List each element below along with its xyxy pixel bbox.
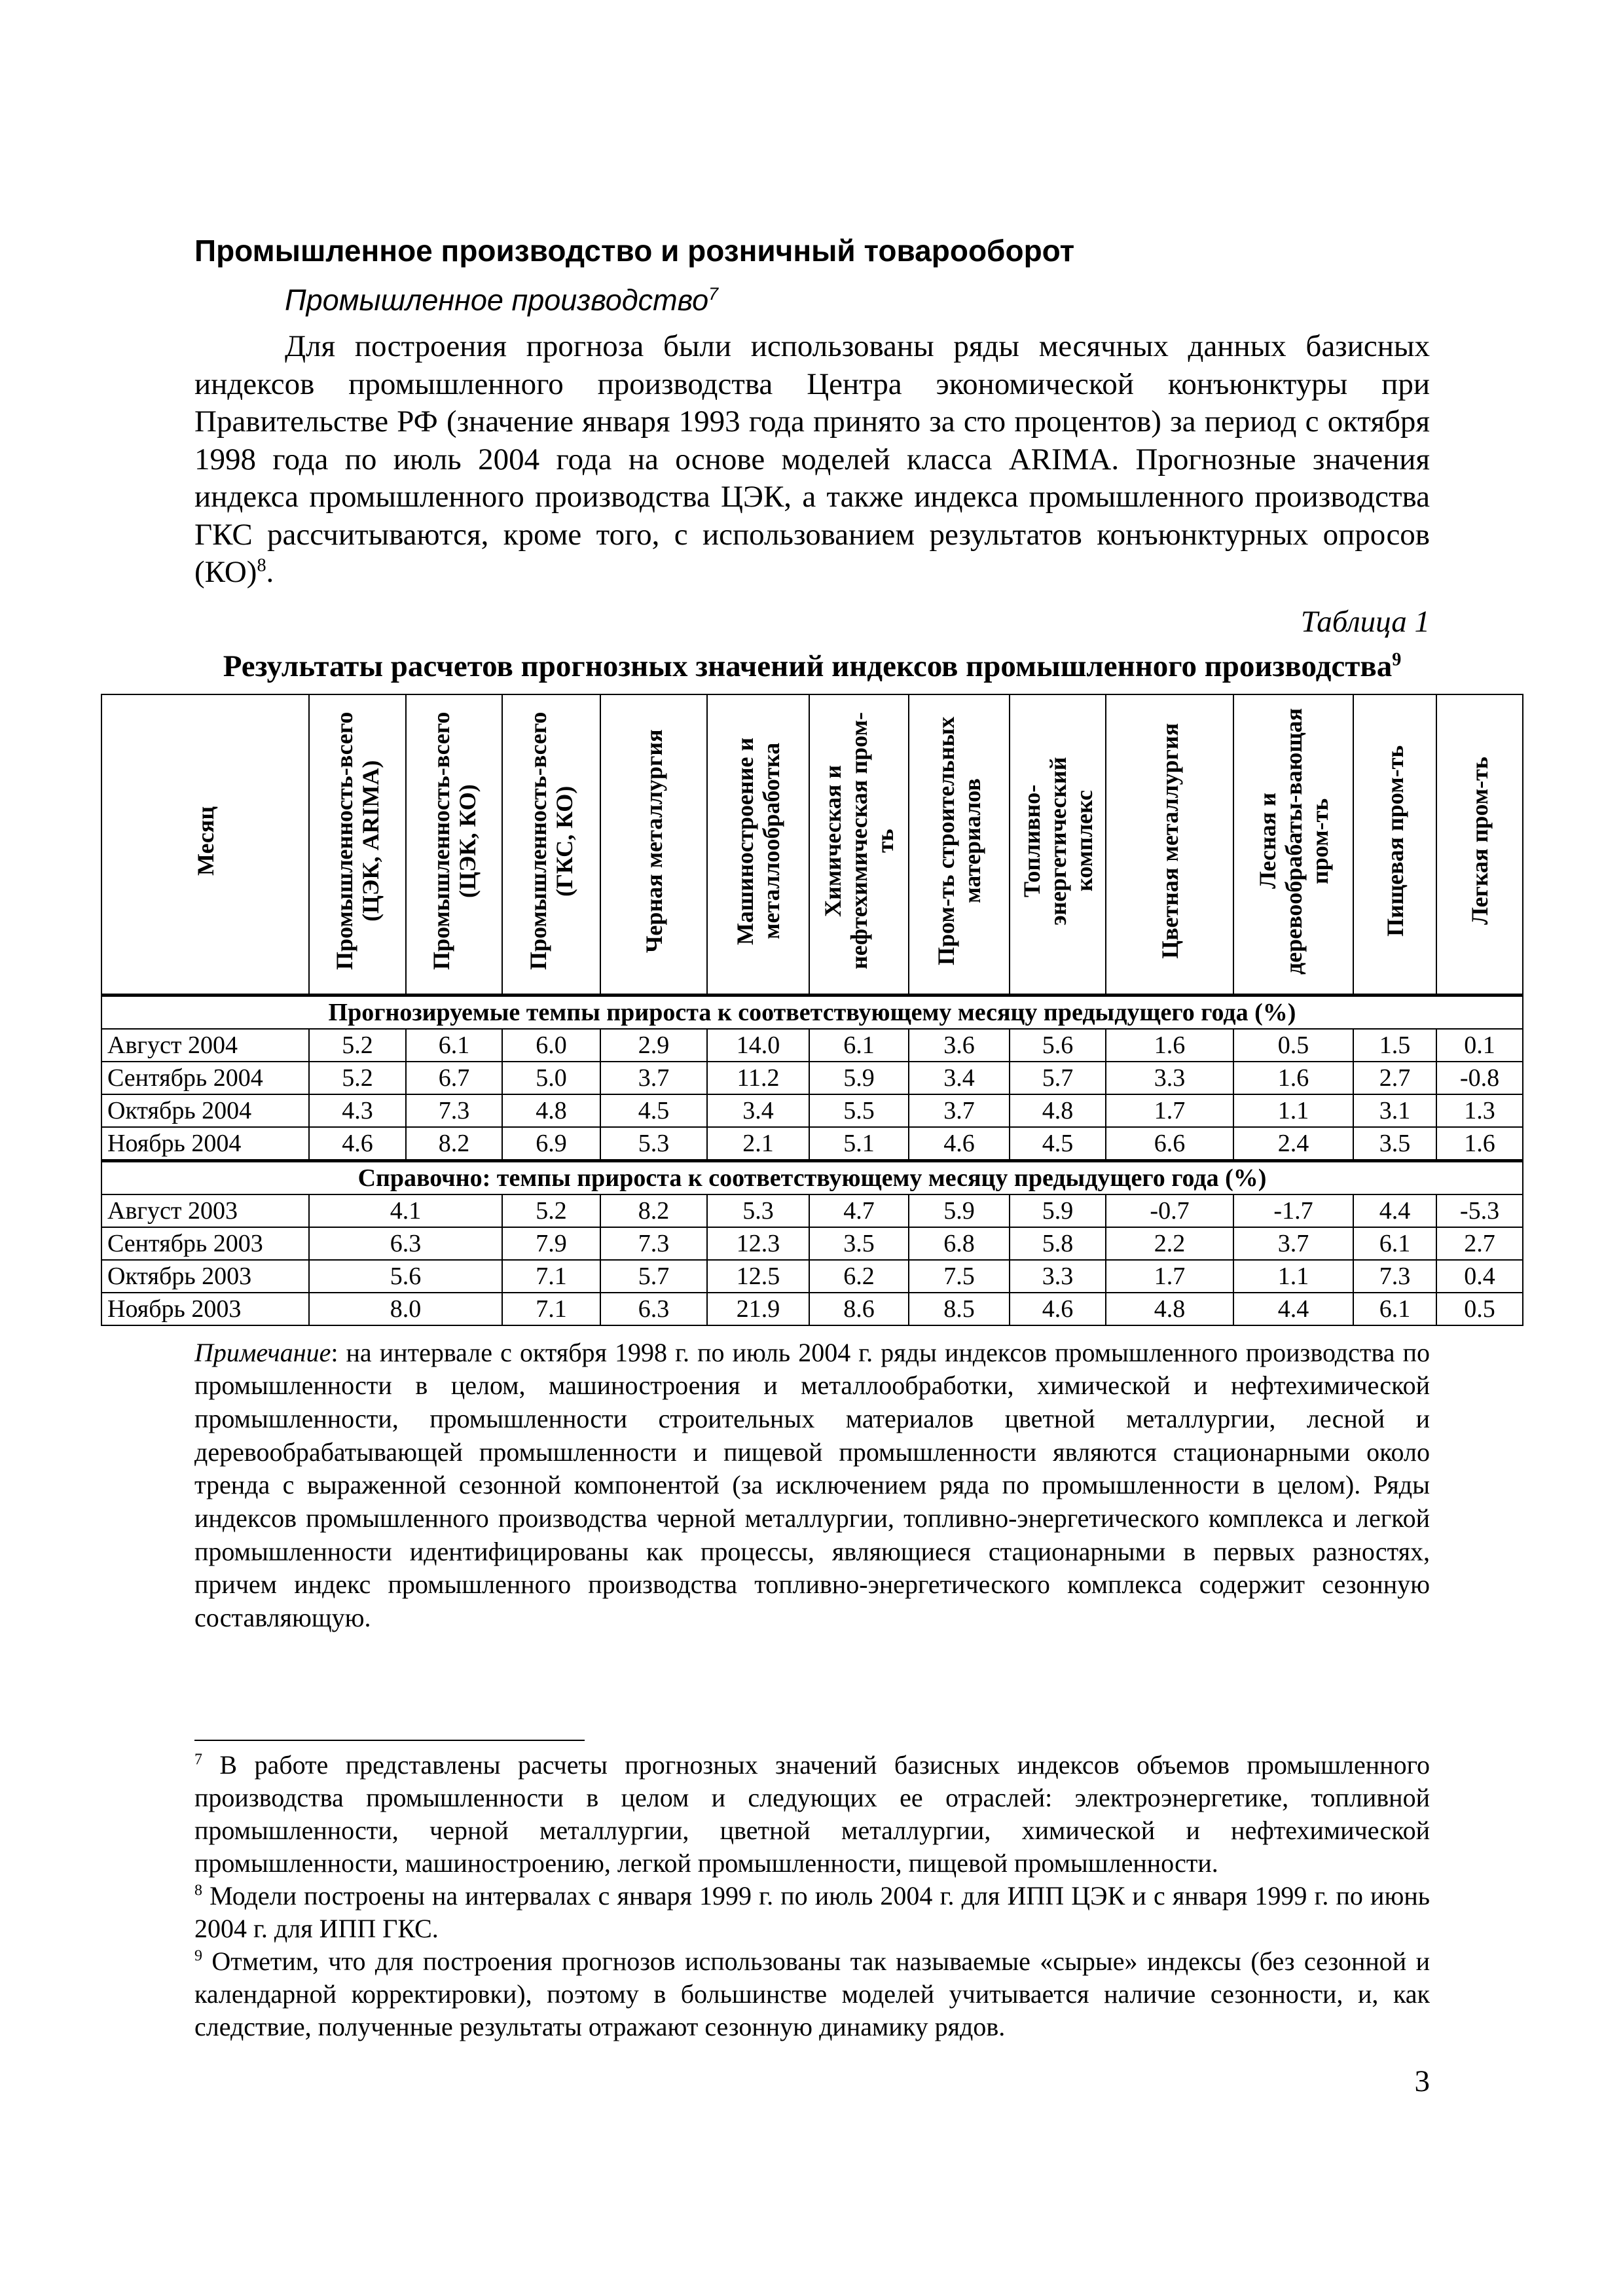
value-cell: -1.7 <box>1233 1194 1353 1227</box>
subsection-heading <box>285 282 1430 319</box>
value-cell: -0.8 <box>1436 1062 1523 1094</box>
table-title-text: Результаты расчетов прогнозных значений индексов промышленного производства <box>223 649 1393 683</box>
note-text: : на интервале с октября 1998 г. по июль 2004 г. ряды индексов промышленного производства по промышленности в целом, машиностроения и металлообработки, химической и нефтехимической промышленности, промышленности строительных материалов цветной металлургии, лесной и деревообрабатывающей промышленности и пищевой промышленности являются стационарными около тренда с выраженной сезонной компонентой (за исключением ряда по промышленности в целом). Ряды индексов промышленного производства черной металлургии, топливно-энергетического комплекса и легкой промышленности идентифицированы как процессы, являющиеся стационарными в первых разностях, причем индекс промышленного производства топливно-энергетического комплекса содержит сезонную составляющую. <box>194 1337 1430 1633</box>
footnote-number: 9 <box>194 1947 202 1965</box>
value-cell: 5.3 <box>600 1127 707 1161</box>
value-cell: 5.1 <box>809 1127 909 1161</box>
column-header <box>909 694 1010 996</box>
value-cell: 8.2 <box>406 1127 502 1161</box>
table-row <box>101 1094 1523 1127</box>
value-cell: 6.1 <box>1353 1293 1436 1325</box>
footnote-ref: 7 <box>708 284 719 304</box>
column-header <box>809 694 909 996</box>
table-row <box>101 1260 1523 1293</box>
section-row <box>101 995 1523 1029</box>
table-row <box>101 1029 1523 1062</box>
value-cell: 5.8 <box>1010 1227 1106 1260</box>
value-cell: 12.5 <box>707 1260 809 1293</box>
footnote-9 <box>194 1945 1430 2043</box>
column-header <box>309 694 406 996</box>
value-cell: 7.3 <box>600 1227 707 1260</box>
month-cell: Октябрь 2004 <box>101 1094 309 1127</box>
table-title <box>194 649 1430 685</box>
value-cell: 6.8 <box>909 1227 1010 1260</box>
value-cell: 4.8 <box>502 1094 600 1127</box>
value-cell: 6.7 <box>406 1062 502 1094</box>
paragraph-end: . <box>266 555 274 589</box>
value-cell: 3.3 <box>1106 1062 1233 1094</box>
value-cell: 5.7 <box>1010 1062 1106 1094</box>
value-cell: 7.3 <box>406 1094 502 1127</box>
value-cell: 8.0 <box>309 1293 502 1325</box>
value-cell: 2.2 <box>1106 1227 1233 1260</box>
footnote-divider <box>194 1740 585 1741</box>
column-header-label: Промышленность-всего (ГКС, КО) <box>525 711 577 970</box>
column-header <box>406 694 502 996</box>
column-header-label: Цветная металлургия <box>1156 723 1183 959</box>
value-cell: 5.9 <box>1010 1194 1106 1227</box>
value-cell: 0.1 <box>1436 1029 1523 1062</box>
value-cell: 3.6 <box>909 1029 1010 1062</box>
table-row <box>101 1062 1523 1094</box>
value-cell: 1.7 <box>1106 1260 1233 1293</box>
value-cell: 5.5 <box>809 1094 909 1127</box>
column-header-label: Месяц <box>192 806 219 876</box>
month-cell: Сентябрь 2003 <box>101 1227 309 1260</box>
value-cell: 2.7 <box>1353 1062 1436 1094</box>
value-cell: 1.6 <box>1106 1029 1233 1062</box>
value-cell: 8.6 <box>809 1293 909 1325</box>
value-cell: 6.1 <box>1353 1227 1436 1260</box>
value-cell: -0.7 <box>1106 1194 1233 1227</box>
section-label: Справочно: темпы прироста к соответствующему месяцу предыдущего года (%) <box>101 1160 1523 1194</box>
value-cell: 7.9 <box>502 1227 600 1260</box>
month-cell: Октябрь 2003 <box>101 1260 309 1293</box>
month-cell: Август 2004 <box>101 1029 309 1062</box>
column-header <box>1233 694 1353 996</box>
subheading-text: Промышленное производство <box>285 283 709 317</box>
value-cell: 2.9 <box>600 1029 707 1062</box>
column-header-label: Машиностроение и металлообработка <box>732 736 784 945</box>
column-header-label: Промышленность-всего (ЦЭК, ARIMA) <box>331 711 384 970</box>
month-cell: Ноябрь 2004 <box>101 1127 309 1161</box>
column-header <box>1436 694 1523 996</box>
footnote-text: В работе представлены расчеты прогнозных значений базисных индексов объемов промышленного производства промышленности в целом и следующих ее отраслей: электроэнергетике, топливной промышленности, черной металлургии, цветной металлургии, химической и нефтехимической промышленности, машиностроению, легкой промышленности, пищевой промышленности. <box>194 1749 1430 1878</box>
value-cell: 5.2 <box>502 1194 600 1227</box>
value-cell: -5.3 <box>1436 1194 1523 1227</box>
value-cell: 4.4 <box>1353 1194 1436 1227</box>
value-cell: 5.0 <box>502 1062 600 1094</box>
value-cell: 5.6 <box>309 1260 502 1293</box>
column-header-label: Топливно-энергетический комплекс <box>1018 756 1097 925</box>
value-cell: 11.2 <box>707 1062 809 1094</box>
value-cell: 6.3 <box>309 1227 502 1260</box>
value-cell: 6.0 <box>502 1029 600 1062</box>
value-cell: 2.4 <box>1233 1127 1353 1161</box>
value-cell: 5.2 <box>309 1029 406 1062</box>
column-header-label: Химическая и нефтехимическая пром-ть <box>820 712 898 969</box>
column-header-label: Черная металлургия <box>640 728 667 953</box>
table-row <box>101 1293 1523 1325</box>
value-cell: 4.3 <box>309 1094 406 1127</box>
value-cell: 6.6 <box>1106 1127 1233 1161</box>
footnote-number: 7 <box>194 1751 202 1768</box>
value-cell: 1.3 <box>1436 1094 1523 1127</box>
value-cell: 4.5 <box>1010 1127 1106 1161</box>
table-row <box>101 1227 1523 1260</box>
footnote-7 <box>194 1749 1430 1880</box>
column-header <box>1010 694 1106 996</box>
section-label: Прогнозируемые темпы прироста к соответствующему месяцу предыдущего года (%) <box>101 995 1523 1029</box>
month-cell: Сентябрь 2004 <box>101 1062 309 1094</box>
value-cell: 7.1 <box>502 1260 600 1293</box>
value-cell: 3.5 <box>1353 1127 1436 1161</box>
value-cell: 3.3 <box>1010 1260 1106 1293</box>
value-cell: 14.0 <box>707 1029 809 1062</box>
table-row <box>101 1127 1523 1161</box>
footnote-text: Отметим, что для построения прогнозов использованы так называемые «сырые» индексы (без сезонной и календарной корректировки), поэтому в большинстве моделей учитывается наличие сезонности, и, как следствие, полученные результаты отражают сезонную динамику рядов. <box>194 1946 1430 2041</box>
value-cell: 5.9 <box>909 1194 1010 1227</box>
value-cell: 6.1 <box>406 1029 502 1062</box>
column-header-label: Легкая пром-ть <box>1467 757 1493 925</box>
value-cell: 21.9 <box>707 1293 809 1325</box>
value-cell: 8.2 <box>600 1194 707 1227</box>
value-cell: 0.5 <box>1233 1029 1353 1062</box>
value-cell: 6.2 <box>809 1260 909 1293</box>
value-cell: 4.4 <box>1233 1293 1353 1325</box>
column-header <box>707 694 809 996</box>
forecast-table <box>101 694 1523 1326</box>
value-cell: 5.9 <box>809 1062 909 1094</box>
value-cell: 2.7 <box>1436 1227 1523 1260</box>
month-cell: Август 2003 <box>101 1194 309 1227</box>
value-cell: 1.1 <box>1233 1260 1353 1293</box>
value-cell: 3.1 <box>1353 1094 1436 1127</box>
value-cell: 3.4 <box>909 1062 1010 1094</box>
note-label: Примечание <box>194 1337 331 1367</box>
column-header <box>600 694 707 996</box>
value-cell: 3.7 <box>600 1062 707 1094</box>
footnote-number: 8 <box>194 1882 202 1899</box>
value-cell: 1.6 <box>1233 1062 1353 1094</box>
value-cell: 5.6 <box>1010 1029 1106 1062</box>
value-cell: 4.5 <box>600 1094 707 1127</box>
value-cell: 1.7 <box>1106 1094 1233 1127</box>
column-header-label: Лесная и деревообрабаты-вающая пром-ть <box>1254 707 1333 975</box>
footnote-8 <box>194 1880 1430 1945</box>
value-cell: 4.8 <box>1010 1094 1106 1127</box>
value-cell: 0.4 <box>1436 1260 1523 1293</box>
table-note <box>194 1336 1430 1635</box>
footnote-text: Модели построены на интервалах с января 1999 г. по июль 2004 г. для ИПП ЦЭК и с января 1999 г. по июнь 2004 г. для ИПП ГКС. <box>194 1880 1430 1943</box>
column-header <box>101 694 309 996</box>
paragraph-text: Для построения прогноза были использованы ряды месячных данных базисных индексов промышленного производства Центра экономической конъюнктуры при Правительстве РФ (значение января 1993 года принято за сто процентов) за период с октября 1998 года по июль 2004 года на основе моделей класса ARIMA. Прогнозные значения индекса промышленного производства ЦЭК, а также индекса промышленного производства ГКС рассчитываются, кроме того, с использованием результатов конъюнктурных опросов (КО) <box>194 329 1430 589</box>
footnote-ref: 8 <box>257 555 266 576</box>
value-cell: 1.1 <box>1233 1094 1353 1127</box>
value-cell: 3.7 <box>1233 1227 1353 1260</box>
value-cell: 2.1 <box>707 1127 809 1161</box>
value-cell: 4.6 <box>1010 1293 1106 1325</box>
value-cell: 3.4 <box>707 1094 809 1127</box>
column-header <box>1353 694 1436 996</box>
intro-paragraph <box>194 328 1430 592</box>
value-cell: 5.7 <box>600 1260 707 1293</box>
value-cell: 1.5 <box>1353 1029 1436 1062</box>
value-cell: 7.5 <box>909 1260 1010 1293</box>
column-header-label: Пищевая пром-ть <box>1381 745 1408 937</box>
table-label: Таблица 1 <box>1300 604 1430 639</box>
table-row <box>101 1194 1523 1227</box>
value-cell: 5.2 <box>309 1062 406 1094</box>
value-cell: 12.3 <box>707 1227 809 1260</box>
footnote-ref: 9 <box>1392 649 1402 670</box>
value-cell: 4.8 <box>1106 1293 1233 1325</box>
value-cell: 4.7 <box>809 1194 909 1227</box>
section-heading: Промышленное производство и розничный товарооборот <box>194 234 1075 268</box>
value-cell: 6.3 <box>600 1293 707 1325</box>
column-header-label: Промышленность-всего (ЦЭК, КО) <box>428 711 481 970</box>
value-cell: 4.1 <box>309 1194 502 1227</box>
column-header <box>502 694 600 996</box>
section-row <box>101 1160 1523 1194</box>
value-cell: 1.6 <box>1436 1127 1523 1161</box>
header-row <box>101 694 1523 996</box>
value-cell: 4.6 <box>309 1127 406 1161</box>
value-cell: 7.3 <box>1353 1260 1436 1293</box>
value-cell: 7.1 <box>502 1293 600 1325</box>
value-cell: 6.9 <box>502 1127 600 1161</box>
value-cell: 3.7 <box>909 1094 1010 1127</box>
month-cell: Ноябрь 2003 <box>101 1293 309 1325</box>
value-cell: 6.1 <box>809 1029 909 1062</box>
column-header-label: Пром-ть строительных материалов <box>933 716 985 965</box>
value-cell: 3.5 <box>809 1227 909 1260</box>
column-header <box>1106 694 1233 996</box>
value-cell: 5.3 <box>707 1194 809 1227</box>
value-cell: 8.5 <box>909 1293 1010 1325</box>
value-cell: 0.5 <box>1436 1293 1523 1325</box>
page-number: 3 <box>1414 2064 1430 2098</box>
value-cell: 4.6 <box>909 1127 1010 1161</box>
